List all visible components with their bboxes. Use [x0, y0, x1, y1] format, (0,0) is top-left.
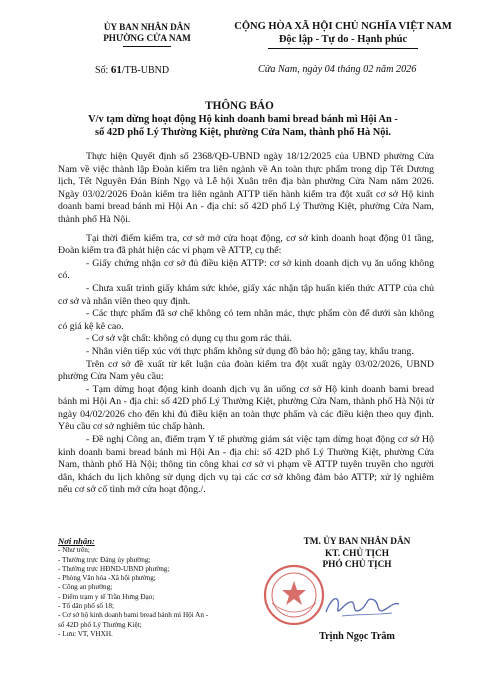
motto-rule — [268, 48, 418, 49]
subject-line-2: số 42D phố Lý Thường Kiệt, phường Cửa Nam, thành phố Hà Nội. — [95, 127, 391, 138]
recipient-item: - Như trên; — [58, 546, 90, 555]
recipients-list — [58, 537, 238, 639]
recipient-item: số 42D phố Lý Thường Kiệt; — [58, 620, 142, 629]
doc-number-suffix: /TB-UBND — [121, 65, 170, 76]
signer-name: Trịnh Ngọc Trâm — [319, 631, 395, 642]
official-seal-icon — [262, 563, 326, 627]
signature-line-2: KT. CHỦ TỊCH — [325, 548, 389, 559]
doc-number-label: Số: — [95, 65, 109, 76]
signature-line-3: PHÓ CHỦ TỊCH — [322, 560, 392, 570]
violation-item-4: - Cơ sở vật chất: không có dụng cụ thu gom rác thải. — [86, 333, 292, 345]
violation-item-3: - Các thực phẩm đã sơ chế không có tem nhãn mác, thực phẩm còn để dưới sàn không có giá kệ kê cao. — [58, 308, 434, 332]
recipient-item: - Thường trực Đảng ủy phường; — [58, 555, 151, 564]
requirement-item-2: - Đề nghị Công an, điểm trạm Y tế phường giám sát việc tạm dừng hoạt động cơ sở Hộ kinh doanh bami bread bánh mì Hội An - địa chỉ: số 42D phố Lý Thường Kiệt, phường Cửa Nam, thành phố Hà Nội; thông tin công khai cơ sở vi phạm về ATTP tuyên truyền cho người dân, khách du lịch không sử dụng dịch vụ tại các cơ sở không đảm bảo ATTP; xử lý nghiêm nếu cơ sở cố tình mở cửa hoạt động./. — [58, 434, 434, 496]
requirement-item-1: - Tạm dừng hoạt động kinh doanh dịch vụ ăn uống cơ sở Hộ kinh doanh bami bread bánh mì Hội An - địa chỉ: số 42D phố Lý Thường Kiệt, phường Cửa Nam, thành phố Hà Nội từ ngày 04/02/2026 cho đến khi đủ điều kiện an toàn thực phẩm và các điều kiện theo quy định. Yêu cầu cơ sở nghiêm túc chấp hành. — [58, 383, 434, 433]
recipient-item: - Tổ dân phố số 18; — [58, 602, 114, 611]
issue-date: Cửa Nam, ngày 04 tháng 02 năm 2026 — [258, 64, 417, 75]
authority-line-2: PHƯỜNG CỬA NAM — [103, 33, 191, 43]
signature-line-1: TM. ỦY BAN NHÂN DÂN — [303, 537, 411, 547]
subject-line-1: V/v tạm dừng hoạt động Hộ kinh doanh bami bread bánh mì Hội An - — [88, 114, 398, 125]
recipient-item: - Lưu: VT, VHXH. — [58, 629, 113, 638]
doc-number-value: 61 — [110, 64, 122, 76]
recipient-item: - Thường trực HĐND-UBND phường; — [58, 564, 170, 573]
violation-item-5: - Nhân viên tiếp xúc với thực phẩm không sử dụng đồ bảo hộ; găng tay, khẩu trang. — [86, 345, 414, 357]
handwritten-signature-icon — [322, 588, 402, 622]
violation-item-2: - Chưa xuất trình giấy khám sức khỏe, giấy xác nhận tập huấn kiến thức ATTP của chủ cơ sở và nhân viên theo quy định. — [58, 282, 434, 307]
document-title: THÔNG BÁO — [205, 100, 274, 112]
document-body — [58, 151, 434, 497]
body-paragraph-1: Thực hiện Quyết định số 2368/QĐ-UBND ngày 18/12/2025 của UBND phường Cửa Nam về việc thành lập Đoàn kiểm tra liên ngành về An toàn thực phẩm trong dịp Tết Dương lịch, Tết Nguyên Đán Bính Ngọ và Lễ hội Xuân trên địa bàn phường Cửa Nam năm 2026. Ngày 03/02/2026 Đoàn kiểm tra liên ngành ATTP tiến hành kiểm tra đột xuất cơ sở Hộ kinh doanh bami bread bánh mì Hội An - địa chỉ: số 42D phố Lý Thường Kiệt, phường Cửa Nam, thành phố Hà Nội. — [58, 151, 434, 225]
body-paragraph-2: Tại thời điểm kiểm tra, cơ sở mở cửa hoạt động, cơ sở kinh doanh hoạt động 01 tầng, Đoàn kiểm tra đã phát hiện các vi phạm về ATTP, cụ thể: — [58, 232, 434, 257]
authority-rule — [123, 46, 171, 47]
issuing-authority — [72, 22, 222, 47]
recipients-heading: Nơi nhận: — [58, 536, 95, 546]
national-motto: Độc lập - Tự do - Hạnh phúc — [278, 34, 408, 45]
authority-line-1: ỦY BAN NHÂN DÂN — [103, 22, 191, 32]
national-heading — [222, 20, 464, 49]
country-name: CỘNG HÒA XÃ HỘI CHỦ NGHĨA VIỆT NAM — [234, 21, 452, 32]
violation-item-1: - Giấy chứng nhận cơ sở đủ điều kiện ATTP: cơ sở kinh doanh dịch vụ ăn uống không có. — [58, 257, 434, 282]
recipient-item: - Công an phường; — [58, 583, 113, 592]
recipient-item: - Điểm trạm y tế Trần Hưng Đạo; — [58, 592, 155, 601]
document-number — [95, 64, 169, 76]
body-paragraph-3: Trên cơ sở đề xuất từ kết luận của đoàn kiểm tra đột xuất ngày 03/02/2026, UBND phường Cửa Nam yêu cầu: — [58, 358, 434, 383]
recipient-item: - Phòng Văn hóa -Xã hội phường; — [58, 574, 156, 583]
recipient-item: - Cơ sở hộ kinh doanh bami bread bánh mì Hội An - — [58, 611, 209, 620]
document-subject — [38, 113, 448, 139]
